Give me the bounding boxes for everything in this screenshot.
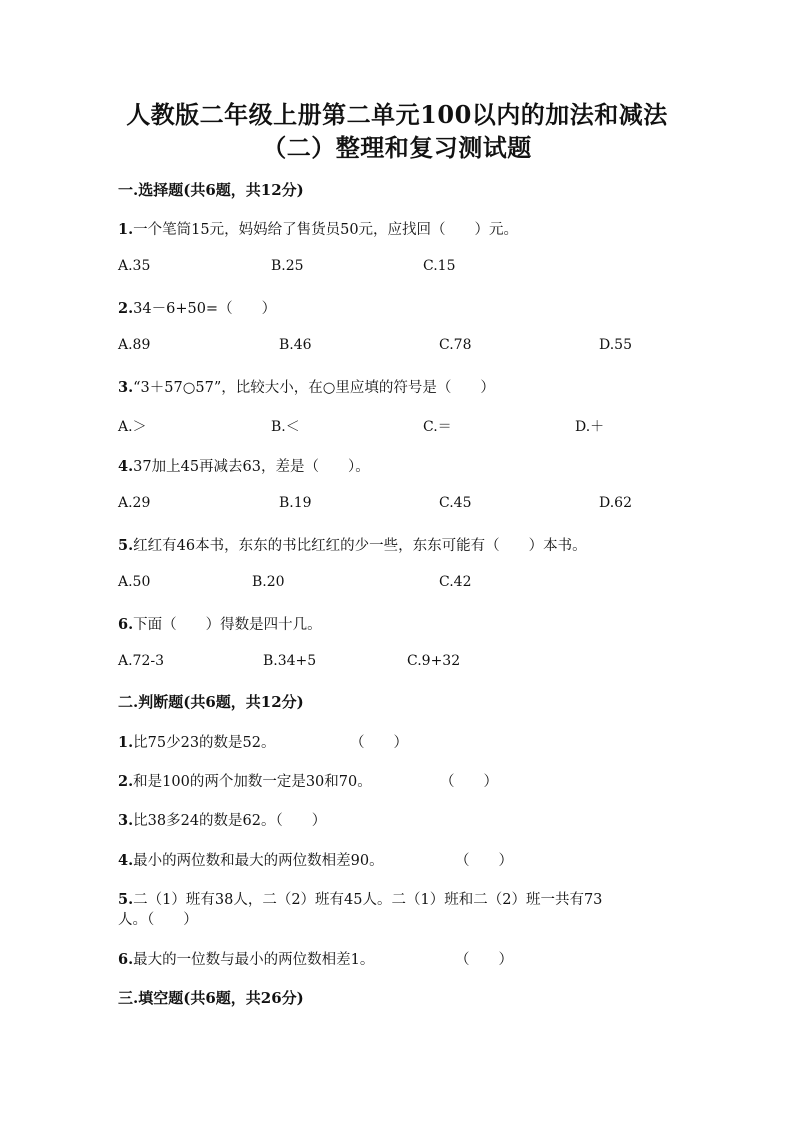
- choice-question-6: [118, 613, 322, 634]
- question-text: 比38多24的数是62。（ ）: [133, 813, 327, 829]
- question-number: 1.: [118, 221, 134, 238]
- choice-option-6c: C.9+32: [407, 653, 461, 669]
- question-text: “3＋57○57”，比较大小，在○里应填的符号是（ ）: [133, 380, 495, 396]
- choice-option-3d: D.＋: [575, 419, 605, 435]
- section-heading-judge: 二.判断题(共6题，共12分): [118, 693, 304, 711]
- judge-question-4: [118, 849, 384, 870]
- choice-question-2: [118, 297, 276, 318]
- question-text: 一个笔筒15元，妈妈给了售货员50元，应找回（ ）元。: [133, 222, 519, 238]
- question-number: 4.: [118, 852, 134, 869]
- choice-option-2c: C.78: [439, 337, 472, 353]
- question-number: 2.: [118, 300, 134, 317]
- answer-bracket-1: （ ）: [350, 735, 408, 751]
- question-number: 6.: [118, 951, 134, 968]
- choice-option-3b: B.＜: [271, 419, 300, 435]
- choice-option-3c: C.＝: [423, 419, 452, 435]
- choice-option-1a: A.35: [118, 258, 151, 274]
- question-text: 红红有46本书，东东的书比红红的少一些，东东可能有（ ）本书。: [133, 538, 587, 554]
- section-heading-fill: 三.填空题(共6题，共26分): [118, 989, 304, 1007]
- page-title: 人教版二年级上册第二单元100以内的加法和减法: [126, 100, 668, 129]
- question-number: 5.: [118, 891, 134, 908]
- choice-question-1: [118, 218, 518, 239]
- question-number: 2.: [118, 773, 134, 790]
- choice-option-5a: A.50: [118, 574, 151, 590]
- choice-question-3: [118, 376, 495, 397]
- judge-question-2: [118, 770, 372, 791]
- question-number: 3.: [118, 379, 134, 396]
- question-text: 最小的两位数和最大的两位数相差90。: [133, 853, 384, 869]
- choice-option-2b: B.46: [279, 337, 312, 353]
- question-text: 37加上45再减去63，差是（ ）。: [133, 459, 370, 475]
- question-text: 和是100的两个加数一定是30和70。: [133, 774, 372, 790]
- question-text: 34－6+50=（ ）: [133, 301, 277, 317]
- choice-option-2d: D.55: [599, 337, 632, 353]
- answer-bracket-2: （ ）: [440, 774, 498, 790]
- choice-question-5: [118, 534, 587, 555]
- choice-option-5b: B.20: [252, 574, 285, 590]
- question-number: 6.: [118, 616, 134, 633]
- question-number: 5.: [118, 537, 134, 554]
- answer-bracket-6: （ ）: [455, 952, 513, 968]
- choice-option-4c: C.45: [439, 495, 472, 511]
- judge-question-6: [118, 948, 374, 969]
- judge-question-5-cont: 人。（ ）: [118, 912, 198, 928]
- choice-option-4b: B.19: [279, 495, 312, 511]
- choice-option-4d: D.62: [599, 495, 632, 511]
- question-number: 3.: [118, 812, 134, 829]
- question-text: 比75少23的数是52。: [133, 735, 276, 751]
- choice-option-1c: C.15: [423, 258, 456, 274]
- question-number: 4.: [118, 458, 134, 475]
- judge-question-5: [118, 888, 602, 909]
- judge-question-1: [118, 731, 276, 752]
- question-text: 下面（ ）得数是四十几。: [133, 617, 322, 633]
- question-text: 最大的一位数与最小的两位数相差1。: [133, 952, 375, 968]
- choice-option-1b: B.25: [271, 258, 304, 274]
- answer-bracket-4: （ ）: [455, 853, 513, 869]
- choice-option-6a: A.72-3: [118, 653, 165, 669]
- page-subtitle: （二）整理和复习测试题: [262, 133, 532, 162]
- choice-option-2a: A.89: [118, 337, 151, 353]
- choice-option-3a: A.＞: [118, 419, 147, 435]
- question-text: 二（1）班有38人，二（2）班有45人。二（1）班和二（2）班一共有73: [133, 892, 603, 908]
- choice-option-5c: C.42: [439, 574, 472, 590]
- section-heading-choice: 一.选择题(共6题，共12分): [118, 181, 304, 199]
- choice-question-4: [118, 455, 370, 476]
- choice-option-4a: A.29: [118, 495, 151, 511]
- question-number: 1.: [118, 734, 134, 751]
- choice-option-6b: B.34+5: [263, 653, 317, 669]
- judge-question-3: [118, 809, 326, 830]
